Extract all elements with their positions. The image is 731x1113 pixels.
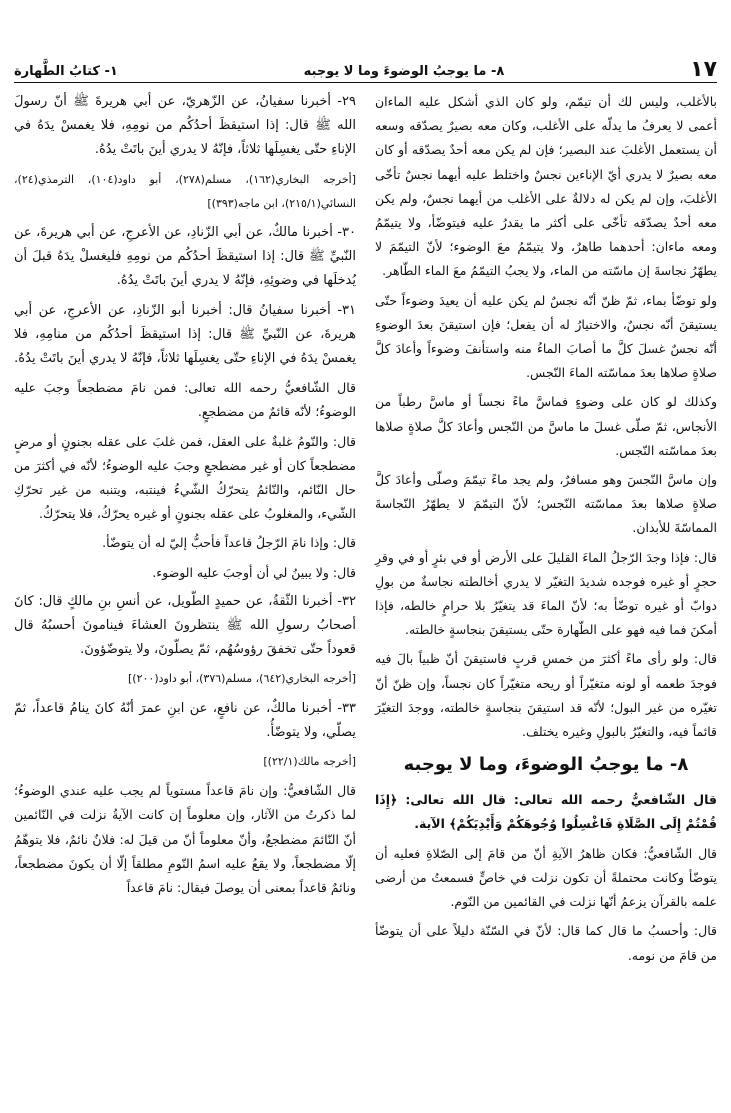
hadith-reference: [أخرجه البخاري(٦٤٢)، مسلم(٣٧٦)، أبو داود(٢٠٠)]: [127, 672, 356, 686]
hadith-reference: [أخرجه البخاري(١٦٢)، مسلم(٢٧٨)، أبو داود(١٠٤)، الترمذي(٢٤)، النسائي(٢١٥/١)، ابن ماجه(٣٩٣)]: [14, 172, 356, 210]
paragraph: قال الشّافعيُّ رحمه الله تعالى: فمن نامَ مضطجعاً وجبَ عليه الوضوءُ؛ لأنّه قائمٌ من مضطجعٍ.: [14, 380, 356, 420]
hadith-31: ٣١- أخبرنا سفيانُ قال: أخبرنا أبو الزّنادِ، عن الأعرجِ، عن أبي هريرةَ، عن النّبيِّ ﷺ قال: إذا استيقظَ أحدُكُم من منامِهِ، فلا يغمسْ يدَهُ في الإناءِ حتّى يغسِلَها ثلاثاً، فإنّهُ لا يدري أينَ باتَتْ يدُهُ.: [14, 302, 356, 367]
paragraph: ولو توضّأ بماء، ثمّ ظنّ أنّه نجسٌ لم يكن عليه أن يعيدَ وضوءاً حتّى يستيقنَ أنّه نجسٌ، والاختيارُ له أن يفعل؛ فإن استيقنَ بعدَ الوضوءِ أنّه نجسٌ غسلَ كلَّ ما أصابَ الماءُ منه واستأنفَ وضوءاً وأعادَ كلَّ صلاةٍ صلاها بعدَ مماسّته الماءَ النّجس.: [375, 292, 717, 381]
running-title: ٨- ما يوجبُ الوضوءَ وما لا يوجبه: [303, 64, 505, 79]
hadith-33: ٣٣- أخبرنا مالكٌ، عن نافعٍ، عن ابنِ عمرَ أنّهُ كانَ ينامُ قاعداً، ثمّ يصلّي، ولا يتوضّأُ.: [14, 700, 356, 740]
hadith-30: ٣٠- أخبرنا مالكٌ، عن أبي الزّنادِ، عن الأعرجِ، عن أبي هريرةَ، عن النّبيِّ ﷺ قال: إذا استيقظَ أحدُكُم من نومِهِ فليغسلْ يدَهُ قبلَ أن يُدخلَها في وضوئِهِ، فإنّهُ لا يدري أينَ باتَتْ يدُهُ.: [14, 225, 356, 289]
paragraph: قال الشّافعيُّ: وإن نامَ قاعداً مستوياً لم يجب عليه عندي الوضوءُ؛ لما ذكرتُ من الآثار، وإن معلوماً إن كانت الآيةُ نزلت في النّائمين أنّ النّائمَ مضطجعٌ، وأنّ معلوماً أنّ من قيلَ له: فلانٌ نائمٌ، فلا يتوهّمُ إلّا مضطجعاً، ولا يقعُ عليه اسمُ النّومِ مطلقاً إلّا أن يكونَ مضطجعاً، ونائمٌ قاعداً بمعنى أن يوصلَ فيقال: نامَ قاعداً: [14, 783, 356, 896]
paragraph: وكذلك لو كان على وضوءٍ فماسَّ ماءً نجساً أو ماسَّ رطباً من الأنجاس، ثمّ صلّى غسلَ ما ماسَّ من النّجس وأعادَ كلَّ صلاةٍ صلاها بعدَ مماسّته النّجس.: [375, 394, 717, 458]
left-column: [14, 90, 356, 905]
paragraph: قال: ولو رأى ماءً أكثرَ من خمسِ قربٍ فاستيقنَ أنّ ظبياً بالَ فيه فوجدَ طعمه أو لونه متغيّراً أو ريحه متغيّراً كان نجساً، وإن ظنّ أنّ تغيّره من غير البول؛ لأنّه قد استيقنَ بنجاسةٍ خالطته، ووجدَ التغيّرَ قائماً فيه، والتغيّرُ بالبولِ وغيره يختلف.: [375, 651, 717, 740]
paragraph: قال: فإذا وجدَ الرّجلُ الماءَ القليلَ على الأرض أو في بئرٍ أو في وقرِ حجرٍ أو غيره فوجده شديدَ التغيّر لا يدري أخالطته نجاسةٌ من بولِ دوابّ أو غيره توضّأ به؛ لأنّ الماءَ قد يتغيّرُ بلا حرامٍ خالطه، فإذا أمكنَ فما فيه فهو على الطّهارة حتّى يستيقنَ بنجاسةٍ خالطته.: [375, 549, 717, 638]
hadith-32: ٣٢- أخبرنا الثّقةُ، عن حميدٍ الطّويل، عن أنسِ بنِ مالكٍ قال: كانَ أصحابُ رسولِ الله ﷺ ينتظرونَ العشاءَ فينامونَ أحسبُهُ قال قعوداً حتّى تخفقَ رؤوسُهُم، ثمّ يصلّونَ، ولا يتوضّؤونَ.: [14, 593, 356, 658]
section-heading: ٨- ما يوجبُ الوضوءَ، وما لا يوجبه: [403, 754, 689, 776]
right-column: [375, 90, 717, 973]
paragraph: قال: ولا يبينُ لي أن أوجبَ عليه الوضوء.: [152, 564, 356, 580]
page-header: [14, 56, 717, 83]
hadith-29: ٢٩- أخبرنا سفيانُ، عن الزّهريّ، عن أبي هريرةَ ﷺ أنّ رسولَ الله ﷺ قال: إذا استيقظَ أحدُكُم من نومِهِ، فلا يغمسْ يدَهُ في الإناءِ حتّى يغسِلَها ثلاثاً، فإنّهُ لا يدري أينَ باتَتْ يدُهُ.: [14, 94, 356, 158]
hadith-reference: [أخرجه مالك(٢٢/١)]: [263, 755, 356, 769]
book-title: ١- كتابُ الطَّهارة: [14, 64, 118, 79]
paragraph: قال الشّافعيُّ: فكان ظاهرُ الآيةِ أنّ من قامَ إلى الصّلاةِ فعليه أن يتوضّأ وكانت محتملةً أن تكون نزلت في خاصٍّ فسمعتُ من أرضى علمه بالقرآن يزعمُ أنّها نزلت في القائمين من النّوم.: [375, 845, 717, 910]
paragraph: بالأغلب، وليس لك أن تيمّم، ولو كان الذي أشكل عليه الماءان أعمى لا يعرفُ ما يدلّه على الأغلب، وكان معه بصيرٌ يصدّقه وسعه أن يستعمل الأغلبَ عند البصير؛ فإن لم يكن معه أحدٌ يصدّقه أو كان معه بصيرٌ لا يدري أيّ الإناءين نجسٌ واختلط عليه أيهما نجسٌ تأخّى الأغلبَ، وإن لم يكن له دلالةٌ على الأغلب من أيهما نجسٌ، ولم يكن معه أحدٌ يصدّقه تأخّى على أكثر ما يقدرُ عليه فيتوضّأ، ولا يتيمّمُ ومعه ماءان: أحدهما طاهرٌ، ولا يتيمّمُ معَ الوضوء؛ لأنّ التيمّمَ لا يطهّرُ نجاسةَ إن ماسّته من الماء، ولا يجبُ التيمّمُ معَ الماء الطّاهر.: [375, 94, 717, 279]
page-number: ١٧: [690, 57, 717, 82]
paragraph: قال الشّافعيُّ رحمه الله تعالى: قال الله تعالى: ﴿إِذَا قُمْتُمْ إِلَى الصَّلَاةِ فَاغْسِلُوا وُجُوهَكُمْ وَأَيْدِيَكُمْ﴾ الآية.: [375, 792, 717, 832]
paragraph: وإن ماسَّ النّجسَ وهو مسافرٌ، ولم يجد ماءً تيمّمَ وصلّى وأعادَ كلَّ صلاةٍ صلاها بعدَ مماسّته النّجس؛ لأنّ التيمّمَ لا يطهّرُ النّجاسةَ المماسّةَ للأبدان.: [375, 472, 717, 536]
paragraph: قال: والنّومُ غلبةٌ على العقل، فمن غلبَ على عقله بجنونٍ أو مرضٍ مضطجعاً كان أو غير مضطجعٍ وجبَ عليه الوضوءُ؛ لأنّه في أكثرَ من حال النّائم، والنّائمُ يتحرّكُ الشّيءُ فينتبه، ويتنبه من غير تحرّكِ الشّيء، والمغلوبُ على عقله بجنونٍ أو غيره يحرّكُ، فلا يتحرّكُ.: [14, 433, 356, 522]
paragraph: قال: وأحسبُ ما قال كما قال: لأنّ في السّنّة دليلاً على أن يتوضّأ من قامَ من نومه.: [375, 923, 717, 963]
paragraph: قال: وإذا نامَ الرّجلُ قاعداً فأحبُّ إليّ له أن يتوضّأ.: [102, 535, 356, 551]
